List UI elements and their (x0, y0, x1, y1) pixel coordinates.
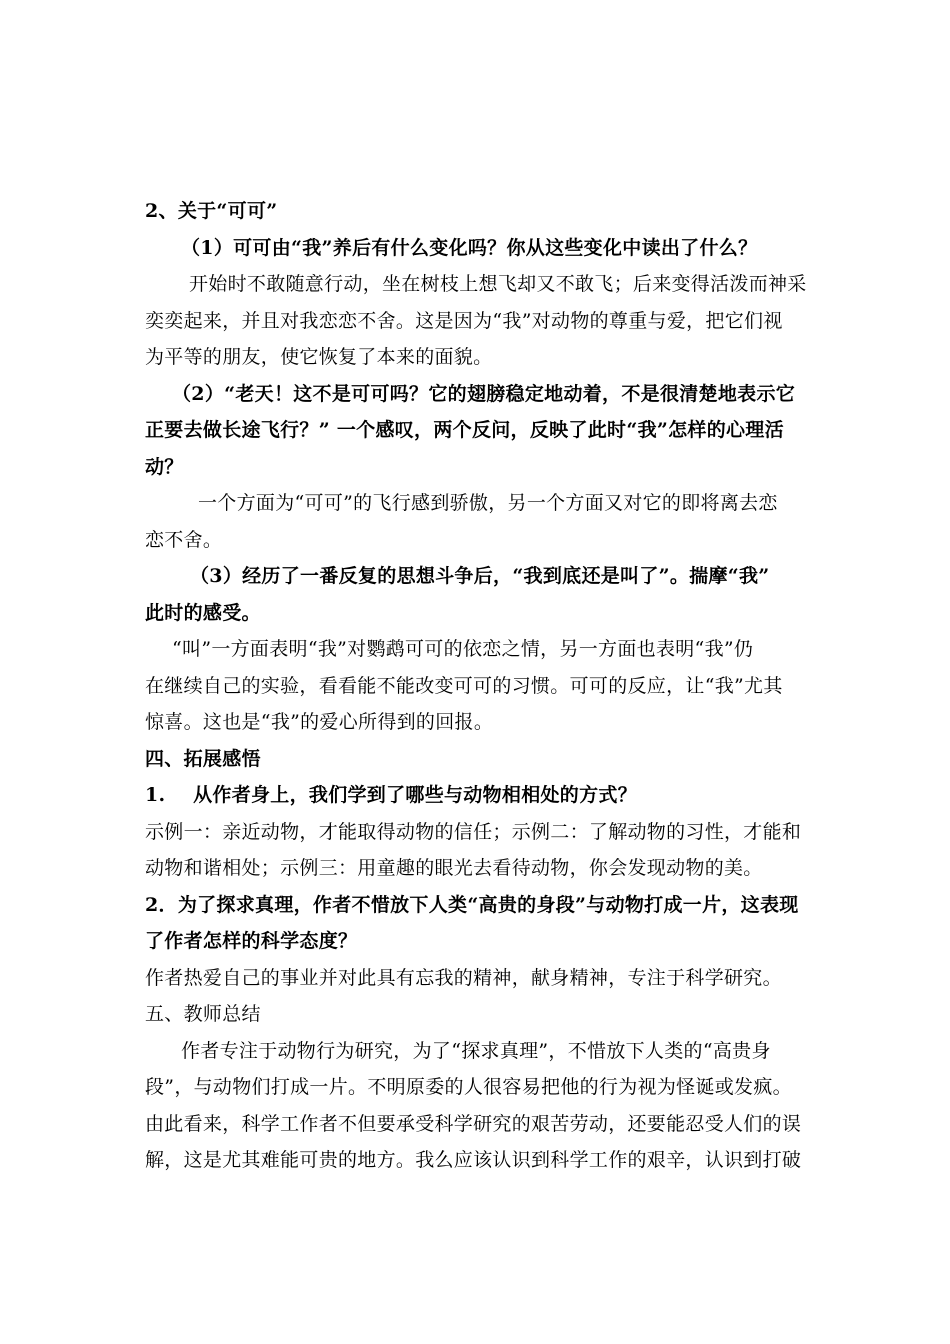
summary-line-1: 作者专注于动物行为研究，为了“探求真理”，不惜放下人类的“高贵身 (181, 1040, 771, 1062)
question-2-line-2: 正要去做长途飞行？” 一个感叹，两个反问，反映了此时“我”怎样的心理活 (145, 419, 784, 441)
answer-1-line-1: 开始时不敢随意行动，坐在树枝上想飞却又不敢飞；后来变得活泼而神采 (189, 273, 807, 295)
answer-2-line-2: 恋不舍。 (145, 529, 223, 551)
answer-3-line-1: “叫”一方面表明“我”对鹦鹉可可的依恋之情，另一方面也表明“我”仍 (172, 638, 754, 660)
extension-answer-2: 作者热爱自己的事业并对此具有忘我的精神，献身精神，专注于科学研究。 (145, 967, 782, 989)
summary-line-2: 段”，与动物们打成一片。不明原委的人很容易把他的行为视为怪诞或发疯。 (145, 1076, 792, 1098)
section-heading-extension: 四、拓展感悟 (145, 748, 261, 770)
question-2-line-1: （2）“老天！这不是可可吗？它的翅膀稳定地动着，不是很清楚地表示它 (172, 383, 796, 405)
section-heading-koko: 2、关于“可可” (145, 200, 278, 222)
extension-question-1: 1. 从作者身上，我们学到了哪些与动物相相处的方式？ (145, 784, 637, 806)
question-1: （1）可可由“我”养后有什么变化吗？你从这些变化中读出了什么？ (181, 237, 758, 259)
extension-question-2-line-1: 2．为了探求真理，作者不惜放下人类“高贵的身段”与动物打成一片，这表现 (145, 894, 799, 916)
extension-answer-1-line-1: 示例一：亲近动物，才能取得动物的信任；示例二：了解动物的习性，才能和 (145, 821, 802, 843)
answer-3-line-3: 惊喜。这也是“我”的爱心所得到的回报。 (145, 711, 494, 733)
answer-1-line-3: 为平等的朋友，使它恢复了本来的面貌。 (145, 346, 493, 368)
answer-1-line-2: 奕奕起来，并且对我恋恋不舍。这是因为“我”对动物的尊重与爱，把它们视 (145, 310, 783, 332)
extension-question-2-line-2: 了作者怎样的科学态度？ (145, 930, 358, 952)
question-2-line-3: 动？ (145, 456, 184, 478)
section-heading-summary: 五、教师总结 (145, 1003, 261, 1025)
answer-2-line-1: 一个方面为“可可”的飞行感到骄傲，另一个方面又对它的即将离去恋 (198, 492, 778, 514)
extension-answer-1-line-2: 动物和谐相处；示例三：用童趣的眼光去看待动物，你会发现动物的美。 (145, 857, 763, 879)
summary-line-3: 由此看来，科学工作者不但要承受科学研究的艰苦劳动，还要能忍受人们的误 (145, 1113, 802, 1135)
summary-line-4: 解，这是尤其难能可贵的地方。我么应该认识到科学工作的艰辛，认识到打破 (145, 1149, 802, 1171)
question-3-line-1: （3）经历了一番反复的思想斗争后，“我到底还是叫了”。揣摩“我” (190, 565, 770, 587)
question-3-line-2: 此时的感受。 (145, 602, 261, 624)
answer-3-line-2: 在继续自己的实验，看看能不能改变可可的习惯。可可的反应，让“我”尤其 (145, 675, 783, 697)
